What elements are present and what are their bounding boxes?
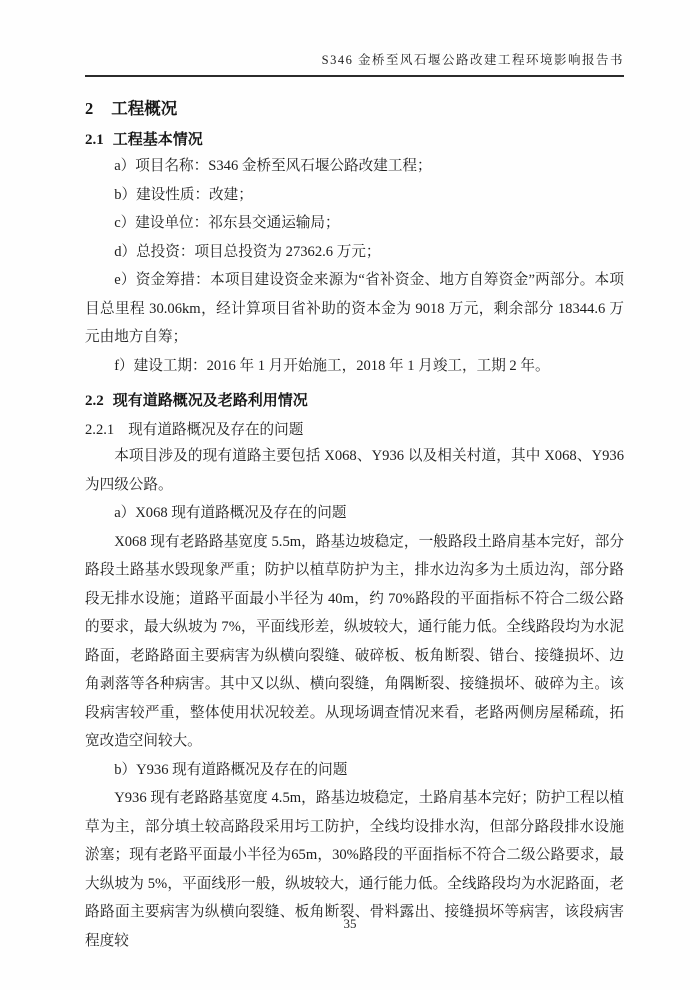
section-2-2-1-title: 现有道路概况及存在的问题 bbox=[128, 422, 304, 438]
section-2-2-1-number: 2.2.1 bbox=[85, 422, 115, 438]
item-total-investment: d）总投资：项目总投资为 27362.6 万元； bbox=[114, 243, 381, 260]
chapter-number: 2 bbox=[85, 99, 94, 118]
chapter-heading bbox=[85, 95, 624, 119]
item-construction-period: f）建设工期：2016 年 1 月开始施工，2018 年 1 月竣工，工期 2 年。 bbox=[114, 357, 550, 374]
section-2-2-heading bbox=[85, 389, 624, 410]
item-project-name: a）项目名称：S346 金桥至风石堰公路改建工程； bbox=[114, 158, 432, 174]
x068-paragraph: X068 现有老路路基宽度 5.5m，路基边坡稳定，一般路段土路肩基本完好，部分路段土路基水毁现象严重；防护以植草防护为主，排水边沟多为土质边沟，部分路段无排水设施；道路平面最小半径为 40m，约 70%路段的平面指标不符合二级公路的要求，最大纵坡为 7%，平面线形差，纵坡较大，通行能力低。全线路段均为水泥路面，老路路面主要病害为纵横向裂缝、破碎板、板角断裂、错台、接缝损坏、边角剥落等各种病害。其中又以纵、横向裂缝，角隅断裂、接缝损坏、破碎为主。该段病害较严重，整体使用状况较差。从现场调查情况来看，老路两侧房屋稀疏，拓宽改造空间较大。 bbox=[85, 533, 624, 749]
section-2-2-title: 现有道路概况及老路利用情况 bbox=[112, 393, 308, 409]
running-header-title: S346 金桥至风石堰公路改建工程环境影响报告书 bbox=[85, 50, 624, 77]
section-2-2-1-heading bbox=[85, 418, 624, 439]
section-2-1-number: 2.1 bbox=[85, 132, 104, 148]
y936-subheading: b）Y936 现有道路概况及存在的问题 bbox=[114, 761, 348, 778]
section-2-1-heading bbox=[85, 128, 624, 149]
item-construction-unit: c）建设单位：祁东县交通运输局； bbox=[114, 215, 340, 231]
x068-subheading: a）X068 现有道路概况及存在的问题 bbox=[114, 505, 347, 521]
section-2-1-title: 工程基本情况 bbox=[112, 132, 203, 148]
intro-paragraph: 本项目涉及的现有道路主要包括 X068、Y936 以及相关村道，其中 X068、Y936 为四级公路。 bbox=[85, 448, 624, 493]
item-funding: e）资金筹措：本项目建设资金来源为“省补资金、地方自筹资金”两部分。本项目总里程 30.06km，经计算项目省补助的资本金为 9018 万元，剩余部分 18344.6 万元由地方自筹； bbox=[85, 272, 624, 345]
chapter-title: 工程概况 bbox=[111, 99, 178, 118]
page-content bbox=[85, 50, 624, 955]
item-construction-nature: b）建设性质：改建； bbox=[114, 186, 253, 203]
section-2-2-number: 2.2 bbox=[85, 393, 104, 409]
page-number: 35 bbox=[343, 916, 357, 931]
y936-paragraph: Y936 现有老路路基宽度 4.5m，路基边坡稳定，土路肩基本完好；防护工程以植草为主，部分填土较高路段采用圬工防护，全线均设排水沟，但部分路段排水设施淤塞；现有老路平面最小半径为65m，30%路段的平面指标不符合二级公路要求，最大纵坡为 5%，平面线形一般，纵坡较大，通行能力低。全线路段均为水泥路面，老路路面主要病害为纵横向裂缝、板角断裂、骨料露出、接缝损坏等病害，该段病害程度较 bbox=[85, 790, 624, 949]
